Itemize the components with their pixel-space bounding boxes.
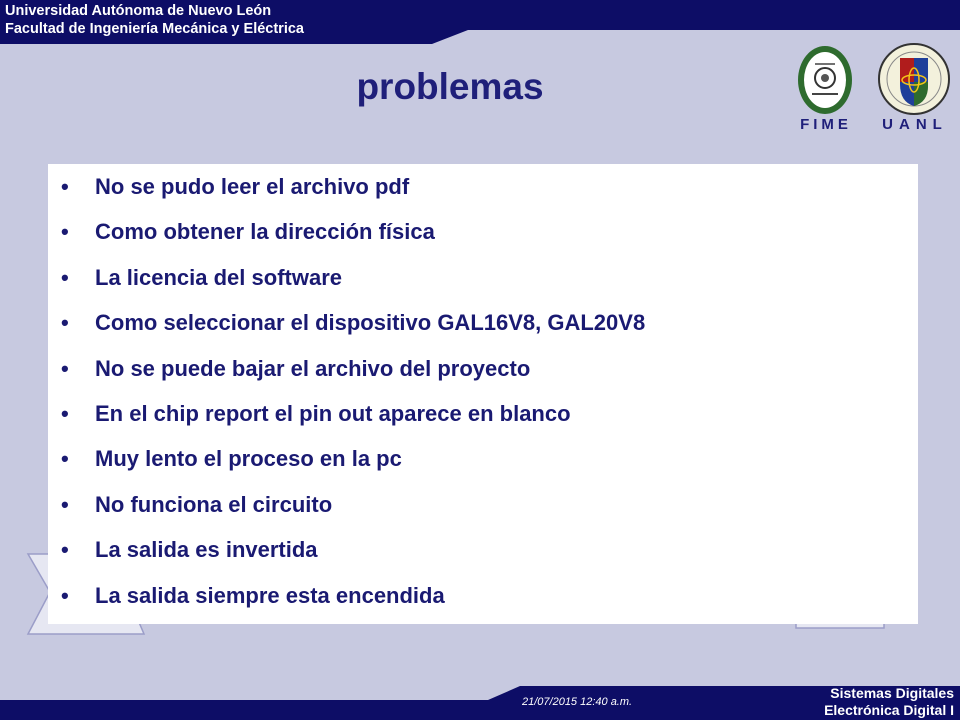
list-item-text: La licencia del software xyxy=(95,264,342,290)
list-item-text: No se pudo leer el archivo pdf xyxy=(95,174,410,199)
bullet-icon: • xyxy=(61,264,69,290)
list-item-text: En el chip report el pin out aparece en blanco xyxy=(95,400,571,426)
fime-label: FIME xyxy=(800,116,852,133)
footer-course-line1: Sistemas Digitales xyxy=(830,685,954,701)
footer-band xyxy=(0,686,960,720)
footer-course xyxy=(824,685,954,719)
list-item xyxy=(48,391,918,436)
bullet-icon: • xyxy=(61,400,69,426)
list-item xyxy=(48,573,918,618)
bullet-icon: • xyxy=(61,537,69,563)
list-item xyxy=(48,255,918,300)
bullet-list xyxy=(48,164,918,618)
slide-title: problemas xyxy=(356,66,544,107)
header-institution xyxy=(5,2,304,38)
list-item xyxy=(48,164,918,209)
list-item-text: Muy lento el proceso en la pc xyxy=(95,446,402,472)
list-item-text: La salida siempre esta encendida xyxy=(95,582,445,608)
uanl-shield-icon xyxy=(876,42,952,116)
header-university: Universidad Autónoma de Nuevo León xyxy=(5,3,272,19)
list-item xyxy=(48,482,918,527)
bullet-icon: • xyxy=(61,219,69,245)
list-item-text: No se puede bajar el archivo del proyecto xyxy=(95,355,531,381)
list-item-text: Como obtener la dirección física xyxy=(95,219,435,245)
list-item xyxy=(48,436,918,481)
bullet-icon: • xyxy=(61,174,69,199)
list-item-text: La salida es invertida xyxy=(95,537,318,563)
uanl-label: UANL xyxy=(882,116,948,133)
header-faculty: Facultad de Ingeniería Mecánica y Eléctrica xyxy=(5,21,304,37)
bullet-panel xyxy=(48,164,918,624)
bullet-icon: • xyxy=(61,446,69,472)
list-item-text: No funciona el circuito xyxy=(95,491,333,517)
bullet-icon: • xyxy=(61,355,69,381)
footer-course-line2: Electrónica Digital I xyxy=(824,702,954,718)
list-item xyxy=(48,527,918,572)
bullet-icon: • xyxy=(61,491,69,517)
footer-date: 21/07/2015 12:40 a.m. xyxy=(522,696,633,708)
bullet-icon: • xyxy=(61,310,69,336)
list-item-text: Como seleccionar el dispositivo GAL16V8, GAL20V8 xyxy=(95,310,646,336)
list-item xyxy=(48,300,918,345)
bullet-icon: • xyxy=(61,582,69,608)
list-item xyxy=(48,209,918,254)
list-item xyxy=(48,346,918,391)
